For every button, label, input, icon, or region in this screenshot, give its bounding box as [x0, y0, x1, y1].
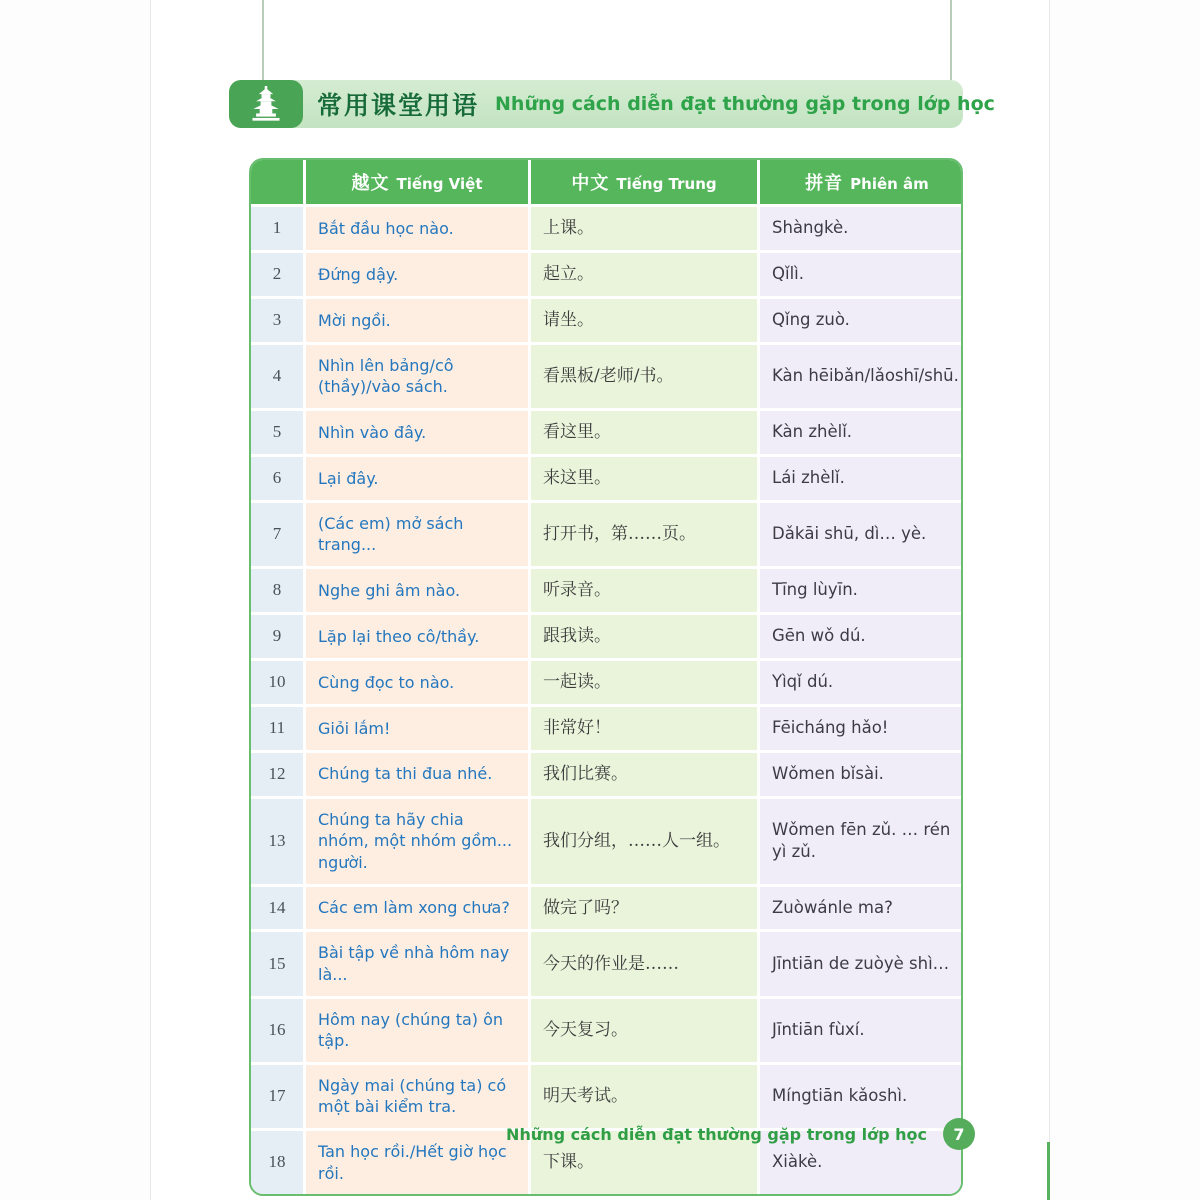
- table-row: [251, 932, 963, 995]
- cell-pinyin: Kàn hēibǎn/lǎoshī/shū.: [760, 345, 963, 408]
- cell-row-number: 12: [251, 753, 303, 796]
- cell-chinese: 看这里。: [531, 411, 757, 454]
- cell-chinese: 来这里。: [531, 457, 757, 500]
- cell-row-number: 4: [251, 345, 303, 408]
- header-py-zh-label: 拼音: [805, 173, 844, 194]
- cell-row-number: 6: [251, 457, 303, 500]
- table-row: [251, 999, 963, 1062]
- cell-vietnamese: Các em làm xong chưa?: [306, 887, 528, 930]
- cell-vietnamese: Cùng đọc to nào.: [306, 661, 528, 704]
- cell-row-number: 15: [251, 932, 303, 995]
- cell-pinyin: Yìqǐ dú.: [760, 661, 963, 704]
- hanging-string-left: [262, 0, 264, 82]
- cell-chinese: 明天考试。: [531, 1065, 757, 1128]
- cell-pinyin: Zuòwánle ma?: [760, 887, 963, 930]
- page-footer: [151, 1118, 1051, 1150]
- cell-pinyin: Wǒmen fēn zǔ. … rén yì zǔ.: [760, 799, 963, 884]
- cell-row-number: 7: [251, 503, 303, 566]
- table-row: [251, 503, 963, 566]
- page-number-badge: 7: [943, 1118, 975, 1150]
- cell-vietnamese: Chúng ta hãy chia nhóm, một nhóm gồm... người.: [306, 799, 528, 884]
- banner-vietnamese-title: Những cách diễn đạt thường gặp trong lớp học: [495, 93, 995, 115]
- header-zh-label: Tiếng Trung: [616, 175, 717, 193]
- table-row: [251, 457, 963, 500]
- header-vietnamese-column: [306, 160, 528, 204]
- cell-vietnamese: Nghe ghi âm nào.: [306, 569, 528, 612]
- header-vi-zh-label: 越文: [351, 173, 390, 194]
- cell-pinyin: Shàngkè.: [760, 207, 963, 250]
- cell-chinese: 一起读。: [531, 661, 757, 704]
- table-row: [251, 569, 963, 612]
- cell-pinyin: Qǐlì.: [760, 253, 963, 296]
- cell-row-number: 14: [251, 887, 303, 930]
- cell-pinyin: Fēicháng hǎo!: [760, 707, 963, 750]
- cell-chinese: 打开书，第……页。: [531, 503, 757, 566]
- table-row: [251, 707, 963, 750]
- header-chinese-column: [531, 160, 757, 204]
- cell-chinese: 跟我读。: [531, 615, 757, 658]
- cell-pinyin: Míngtiān kǎoshì.: [760, 1065, 963, 1128]
- footer-running-title: Những cách diễn đạt thường gặp trong lớp học: [506, 1124, 927, 1144]
- table-row: [251, 411, 963, 454]
- table-row: [251, 887, 963, 930]
- table-row: [251, 753, 963, 796]
- cell-chinese: 我们比赛。: [531, 753, 757, 796]
- table-header-row: [251, 160, 963, 204]
- cell-chinese: 我们分组，……人一组。: [531, 799, 757, 884]
- cell-pinyin: Tīng lùyīn.: [760, 569, 963, 612]
- cell-pinyin: Qǐng zuò.: [760, 299, 963, 342]
- cell-pinyin: Wǒmen bǐsài.: [760, 753, 963, 796]
- header-number-column: [251, 160, 303, 204]
- cell-vietnamese: (Các em) mở sách trang...: [306, 503, 528, 566]
- cell-row-number: 5: [251, 411, 303, 454]
- cell-row-number: 18: [251, 1131, 303, 1194]
- phrase-table: [249, 158, 963, 1196]
- cell-vietnamese: Đứng dậy.: [306, 253, 528, 296]
- table-row: [251, 615, 963, 658]
- banner-decor-lines-icon: [995, 98, 1021, 111]
- cell-vietnamese: Bắt đầu học nào.: [306, 207, 528, 250]
- cell-pinyin: Dǎkāi shū, dì… yè.: [760, 503, 963, 566]
- cell-pinyin: Jīntiān fùxí.: [760, 999, 963, 1062]
- cell-pinyin: Jīntiān de zuòyè shì…: [760, 932, 963, 995]
- cell-row-number: 11: [251, 707, 303, 750]
- cell-chinese: 请坐。: [531, 299, 757, 342]
- cell-chinese: 看黑板/老师/书。: [531, 345, 757, 408]
- hanging-string-right: [950, 0, 952, 84]
- cell-vietnamese: Chúng ta thi đua nhé.: [306, 753, 528, 796]
- table-row: [251, 253, 963, 296]
- cell-vietnamese: Lặp lại theo cô/thầy.: [306, 615, 528, 658]
- cell-chinese: 起立。: [531, 253, 757, 296]
- cell-row-number: 17: [251, 1065, 303, 1128]
- cell-vietnamese: Nhìn vào đây.: [306, 411, 528, 454]
- table-row: [251, 207, 963, 250]
- header-vi-label: Tiếng Việt: [396, 175, 483, 193]
- cell-pinyin: Lái zhèlǐ.: [760, 457, 963, 500]
- cell-row-number: 16: [251, 999, 303, 1062]
- cell-vietnamese: Hôm nay (chúng ta) ôn tập.: [306, 999, 528, 1062]
- cell-chinese: 下课。: [531, 1131, 757, 1194]
- cell-vietnamese: Giỏi lắm!: [306, 707, 528, 750]
- cell-chinese: 上课。: [531, 207, 757, 250]
- pagoda-icon: [229, 80, 303, 128]
- cell-row-number: 9: [251, 615, 303, 658]
- cell-row-number: 8: [251, 569, 303, 612]
- cell-row-number: 1: [251, 207, 303, 250]
- cell-chinese: 非常好！: [531, 707, 757, 750]
- cell-chinese: 今天复习。: [531, 999, 757, 1062]
- corner-accent-line: [1047, 1142, 1050, 1200]
- table-row: [251, 799, 963, 884]
- cell-chinese: 今天的作业是……: [531, 932, 757, 995]
- header-pinyin-column: [760, 160, 963, 204]
- cell-row-number: 3: [251, 299, 303, 342]
- table-row: [251, 299, 963, 342]
- table-row: [251, 345, 963, 408]
- page: [150, 0, 1050, 1200]
- header-py-label: Phiên âm: [850, 175, 929, 193]
- cell-pinyin: Kàn zhèlǐ.: [760, 411, 963, 454]
- cell-vietnamese: Tan học rồi./Hết giờ học rồi.: [306, 1131, 528, 1194]
- cell-vietnamese: Bài tập về nhà hôm nay là...: [306, 932, 528, 995]
- cell-chinese: 做完了吗？: [531, 887, 757, 930]
- cell-row-number: 10: [251, 661, 303, 704]
- banner-chinese-title: 常用课堂用语: [317, 91, 480, 120]
- chapter-banner: [229, 80, 995, 128]
- cell-pinyin: Gēn wǒ dú.: [760, 615, 963, 658]
- cell-row-number: 2: [251, 253, 303, 296]
- cell-vietnamese: Ngày mai (chúng ta) có một bài kiểm tra.: [306, 1065, 528, 1128]
- table-row: [251, 661, 963, 704]
- cell-row-number: 13: [251, 799, 303, 884]
- cell-chinese: 听录音。: [531, 569, 757, 612]
- cell-vietnamese: Lại đây.: [306, 457, 528, 500]
- cell-pinyin: Xiàkè.: [760, 1131, 963, 1194]
- cell-vietnamese: Nhìn lên bảng/cô (thầy)/vào sách.: [306, 345, 528, 408]
- table-body: [251, 207, 963, 1194]
- header-zh-zh-label: 中文: [571, 173, 610, 194]
- cell-vietnamese: Mời ngồi.: [306, 299, 528, 342]
